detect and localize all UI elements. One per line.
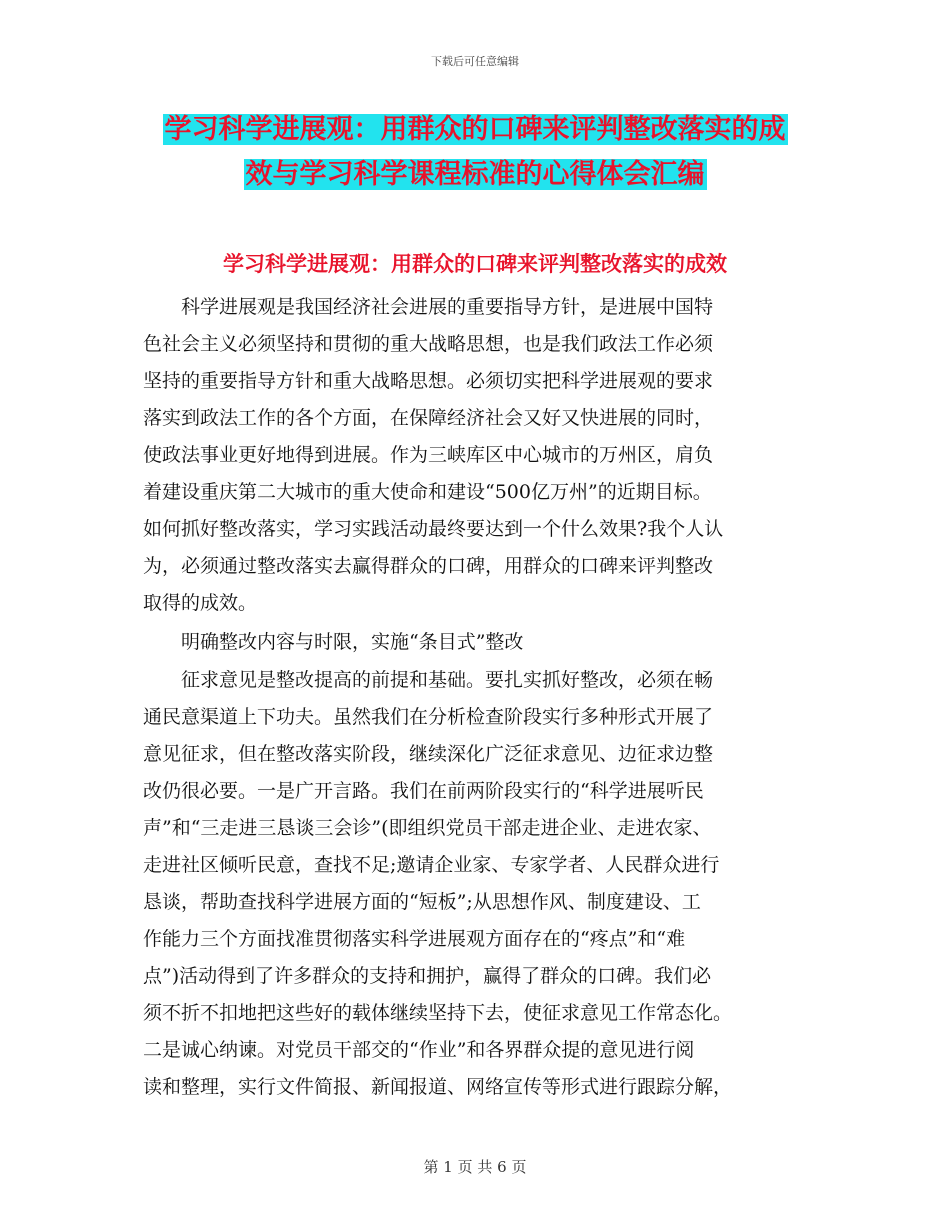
section-heading: 学习科学进展观：用群众的口碑来评判整改落实的成效 bbox=[223, 252, 727, 276]
page-number: 第 1 页 共 6 页 bbox=[423, 1158, 527, 1176]
title-highlight: 学习科学进展观：用群众的口碑来评判整改落实的成 bbox=[164, 114, 786, 145]
paragraph-line: 如何抓好整改落实，学习实践活动最终要达到一个什么效果?我个人认 bbox=[143, 518, 724, 540]
title-highlight: 效与学习科学课程标准的心得体会汇编 bbox=[245, 159, 705, 190]
paragraph-line: 为，必须通过整改落实去赢得群众的口碑，用群众的口碑来评判整改 bbox=[143, 555, 714, 577]
paragraph-line: 点”)活动得到了许多群众的支持和拥护，赢得了群众的口碑。我们必 bbox=[143, 965, 712, 987]
paragraph-line: 作能力三个方面找准贯彻落实科学进展观方面存在的“疼点”和“难 bbox=[143, 928, 686, 950]
paragraph-line: 须不折不扣地把这些好的载体继续坚持下去，使征求意见工作常态化。 bbox=[143, 1002, 733, 1024]
paragraph-line: 落实到政法工作的各个方面，在保障经济社会又好又快进展的同时， bbox=[143, 407, 714, 429]
paragraph-line: 二是诚心纳谏。对党员干部交的“作业”和各界群众提的意见进行阅 bbox=[143, 1039, 695, 1061]
paragraph-line: 坚持的重要指导方针和重大战略思想。必须切实把科学进展观的要求 bbox=[143, 370, 714, 392]
paragraph-line: 明确整改内容与时限，实施“条目式”整改 bbox=[143, 631, 524, 653]
paragraph-line: 科学进展观是我国经济社会进展的重要指导方针，是进展中国特 bbox=[143, 296, 714, 318]
paragraph-line: 通民意渠道上下功夫。虽然我们在分析检查阶段实行多种形式开展了 bbox=[143, 706, 714, 728]
paragraph-line: 取得的成效。 bbox=[143, 592, 258, 614]
paragraph-line: 着建设重庆第二大城市的重大使命和建设“500亿万州”的近期目标。 bbox=[143, 481, 712, 503]
paragraph-line: 读和整理，实行文件简报、新闻报道、网络宣传等形式进行跟踪分解， bbox=[143, 1076, 733, 1098]
paragraph-line: 走进社区倾听民意，查找不足;邀请企业家、专家学者、人民群众进行 bbox=[143, 854, 720, 876]
paragraph-line: 使政法事业更好地得到进展。作为三峡库区中心城市的万州区，肩负 bbox=[143, 444, 714, 466]
paragraph-line: 意见征求，但在整改落实阶段，继续深化广泛征求意见、边征求边整 bbox=[143, 743, 714, 765]
paragraph-line: 改仍很必要。一是广开言路。我们在前两阶段实行的“科学进展听民 bbox=[143, 780, 704, 802]
page-header-note: 下载后可任意编辑 bbox=[431, 55, 519, 68]
paragraph-line: 恳谈，帮助查找科学进展方面的“短板”;从思想作风、制度建设、工 bbox=[143, 891, 701, 913]
paragraph-line: 声”和“三走进三恳谈三会诊”(即组织党员干部走进企业、走进农家、 bbox=[143, 817, 712, 839]
paragraph-line: 征求意见是整改提高的前提和基础。要扎实抓好整改，必须在畅 bbox=[143, 669, 714, 691]
document-title-line-2 bbox=[0, 155, 950, 195]
paragraph-line: 色社会主义必须坚持和贯彻的重大战略思想，也是我们政法工作必须 bbox=[143, 333, 714, 355]
document-title-line-1 bbox=[0, 110, 950, 150]
